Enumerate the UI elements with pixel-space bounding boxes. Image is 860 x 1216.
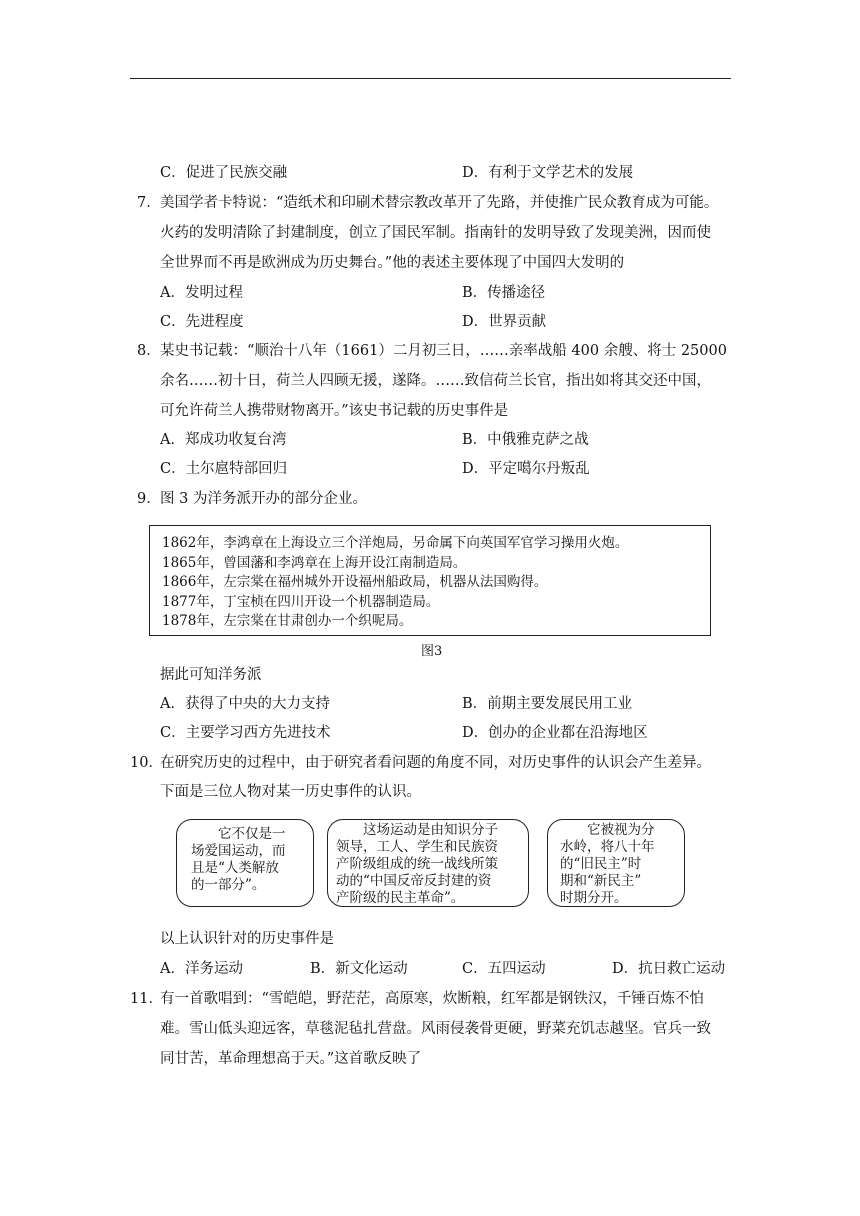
q8-option-d: D．平定噶尔丹叛乱	[462, 461, 590, 477]
q11-line-1: 有一首歌唱到：“雪皑皑，野茫茫，高原寒，炊断粮，红军都是钢铁汉，千锤百炼不怕	[160, 991, 704, 1007]
q7-option-d: D．世界贡献	[462, 314, 547, 330]
bubble-line: 且是“人类解放	[191, 860, 279, 876]
q7-line-3: 全世界而不再是欧洲成为历史舞台。”他的表述主要体现了中国四大发明的	[160, 255, 625, 271]
figure-3-box	[149, 525, 711, 636]
q10-number: 10．	[130, 755, 163, 771]
q7-number: 7．	[137, 195, 161, 211]
q8-line-3: 可允许荷兰人携带财物离开。”该史书记载的历史事件是	[160, 403, 509, 419]
q6-option-c: C．促进了民族交融	[160, 165, 288, 181]
bubble-line: 它被视为分	[560, 822, 655, 838]
q8-option-c: C．土尔扈特部回归	[160, 461, 288, 477]
figure-caption: 图3	[421, 644, 443, 659]
q10-option-a: A．洋务运动	[160, 961, 243, 977]
q8-line-2: 余名……初十日，荷兰人四顾无援，遂降。……致信荷兰长官，指出如将其交还中国，	[160, 373, 711, 389]
q10-option-b: B．新文化运动	[310, 961, 408, 977]
q7-option-c: C．先进程度	[160, 314, 244, 330]
bubble-line: 动的“中国反帝反封建的资	[336, 873, 492, 889]
figure-line: 1865年，曾国藩和李鸿章在上海开设江南制造局。	[162, 554, 467, 571]
q7-line-1: 美国学者卡特说：“造纸术和印刷术替宗教改革开了先路，并使推广民众教育成为可能。	[160, 195, 719, 211]
q10-line-2: 下面是三位人物对某一历史事件的认识。	[160, 784, 421, 800]
q10-stem: 以上认识针对的历史事件是	[160, 931, 334, 947]
speech-bubble-3	[547, 819, 685, 907]
figure-line: 1878年，左宗棠在甘肃创办一个织呢局。	[162, 613, 413, 629]
q9-option-b: B．前期主要发展民用工业	[462, 696, 633, 712]
q9-option-d: D．创办的企业都在沿海地区	[462, 725, 648, 741]
figure-line: 1877年，丁宝桢在四川开设一个机器制造局。	[162, 593, 440, 610]
figure-line: 1866年，左宗棠在福州城外开设福州船政局，机器从法国购得。	[162, 574, 548, 590]
q7-option-a: A．发明过程	[160, 285, 243, 301]
q6-option-d: D．有利于文学艺术的发展	[462, 165, 634, 181]
q9-option-a: A．获得了中央的大力支持	[160, 696, 330, 712]
bubble-line: 领导，工人、学生和民族资	[336, 839, 498, 855]
q7-line-2: 火药的发明清除了封建制度，创立了国民军制。指南针的发明导致了发现美洲，因而使	[160, 225, 711, 241]
header-rule	[130, 78, 731, 79]
q8-option-a: A．郑成功收复台湾	[160, 432, 287, 448]
q11-line-3: 同甘苦，革命理想高于天。”这首歌反映了	[160, 1051, 422, 1067]
q9-option-c: C．主要学习西方先进技术	[160, 725, 331, 741]
figure-line: 1862年，李鸿章在上海设立三个洋炮局，另命属下向英国军官学习操用火炮。	[162, 535, 629, 551]
bubble-line: 它不仅是一	[191, 826, 286, 842]
q11-line-2: 难。雪山低头迎远客，草毯泥毡扎营盘。风雨侵袭骨更硬，野菜充饥志越坚。官兵一致	[160, 1021, 711, 1037]
speech-bubble-2	[327, 819, 529, 907]
q8-line-1: 某史书记载：“顺治十八年（1661）二月初三日，……亲率战船 400 余艘、将士 25000	[160, 343, 727, 359]
bubble-line: 产阶级的民主革命”。	[336, 890, 465, 906]
bubble-line: 这场运动是由知识分子	[336, 822, 498, 838]
bubble-line: 的“旧民主”时	[560, 856, 642, 872]
q10-option-d: D．抗日救亡运动	[612, 961, 726, 977]
bubble-line: 场爱国运动，而	[191, 843, 286, 859]
q7-option-b: B．传播途径	[462, 285, 546, 301]
q9-stem: 据此可知洋务派	[160, 667, 262, 683]
bubble-line: 产阶级组成的统一战线所策	[336, 856, 498, 872]
bubble-line: 期和“新民主”	[560, 873, 642, 889]
bubble-line: 水岭，将八十年	[560, 839, 655, 855]
q10-option-c: C．五四运动	[462, 961, 546, 977]
q9-intro: 图 3 为洋务派开办的部分企业。	[160, 491, 367, 507]
q8-option-b: B．中俄雅克萨之战	[462, 432, 589, 448]
bubble-line: 的一部分”。	[191, 877, 266, 893]
q8-number: 8．	[137, 343, 161, 359]
q9-number: 9．	[137, 491, 161, 507]
bubble-line: 时期分开。	[560, 890, 628, 906]
q10-line-1: 在研究历史的过程中，由于研究者看问题的角度不同，对历史事件的认识会产生差异。	[160, 755, 711, 771]
speech-bubble-1	[176, 819, 314, 907]
q11-number: 11．	[130, 991, 163, 1007]
